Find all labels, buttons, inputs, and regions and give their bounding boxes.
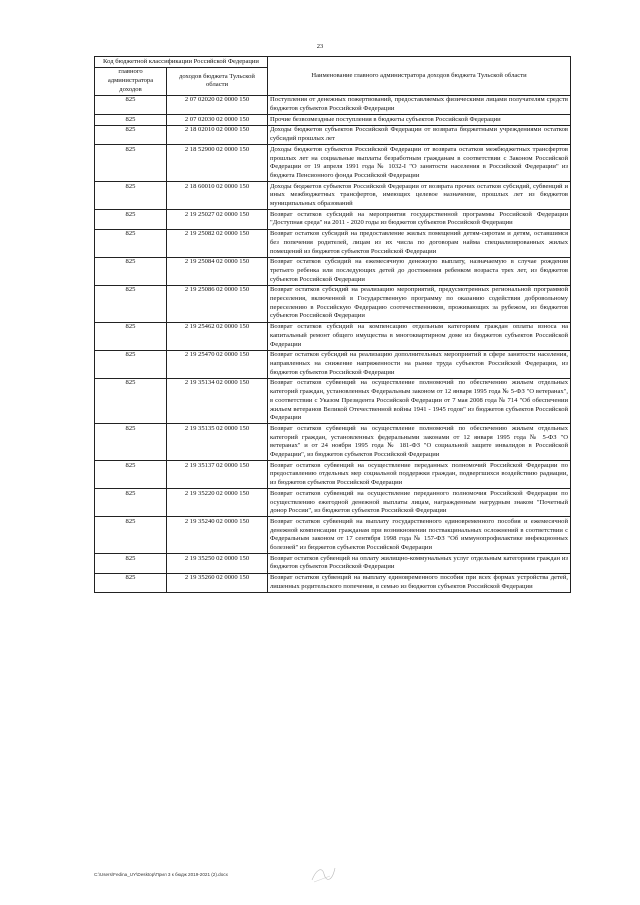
admin-code-cell: 825 (95, 461, 167, 489)
revenue-name-cell: Возврат остатков субсидий на мероприятия государственной программы Российской Федерации "Доступная среда" на 2011 - 2020 годы из бюджетов субъектов Российской Федерации (268, 210, 571, 229)
admin-code-cell: 825 (95, 573, 167, 592)
table-row (95, 125, 571, 144)
revenue-code-cell: 2 18 02010 02 0000 150 (167, 125, 268, 144)
table-row (95, 257, 571, 285)
table-row (95, 424, 571, 461)
revenue-code-cell: 2 19 35135 02 0000 150 (167, 424, 268, 461)
table-row (95, 554, 571, 573)
page-number: 23 (316, 43, 324, 50)
revenue-code-cell: 2 19 35220 02 0000 150 (167, 489, 268, 517)
revenue-name-cell: Возврат остатков субвенций на осуществление полномочий по обеспечению жильем отдельных категорий граждан, установленных федеральными законами от 12 января 1995 года № 5-ФЗ "О ветеранах" и от 24 ноября 1995 года № 181-ФЗ "О социальной защите инвалидов в Российской Федерации", из бюджетов субъектов Российской Федерации (268, 424, 571, 461)
admin-code-cell: 825 (95, 257, 167, 285)
table-row (95, 489, 571, 517)
table-row (95, 461, 571, 489)
revenue-name-cell: Доходы бюджетов субъектов Российской Федерации от возврата остатков межбюджетных трансфертов прошлых лет на социальные выплаты безработным гражданам в соответствии с Законом Российской Федерации от 19 апреля 1991 года № 1032-I "О занятости населения в Российской Федерации" из бюджета Пенсионного фонда Российской Федерации (268, 145, 571, 182)
admin-code-cell: 825 (95, 95, 167, 114)
revenue-code-cell: 2 19 35250 02 0000 150 (167, 554, 268, 573)
revenue-name-cell: Возврат остатков субвенций на осуществление переданного полномочия Российской Федерации по осуществлению ежегодной денежной выплаты лицам, награжденным нагрудным знаком "Почетный донор России", из бюджетов субъектов Российской Федерации (268, 489, 571, 517)
revenue-code-cell: 2 19 25082 02 0000 150 (167, 229, 268, 257)
revenue-code-cell: 2 19 35134 02 0000 150 (167, 378, 268, 424)
table-row (95, 378, 571, 424)
admin-code-cell: 825 (95, 182, 167, 210)
admin-code-cell: 825 (95, 322, 167, 350)
admin-code-cell: 825 (95, 350, 167, 378)
admin-code-cell: 825 (95, 285, 167, 322)
revenue-name-cell: Возврат остатков субсидий на ежемесячную денежную выплату, назначаемую в случае рождения третьего ребенка или последующих детей до достижения ребенком возраста трех лет, из бюджетов субъектов Российской Федерации (268, 257, 571, 285)
table-body (95, 95, 571, 592)
revenue-name-cell: Доходы бюджетов субъектов Российской Федерации от возврата бюджетными учреждениями остатков субсидий прошлых лет (268, 125, 571, 144)
header-chief-administrator: главного администратора доходов (95, 67, 167, 95)
table-header-row (95, 57, 571, 68)
admin-code-cell: 825 (95, 489, 167, 517)
revenue-code-cell: 2 19 35240 02 0000 150 (167, 517, 268, 554)
footer-file-path: C:\Users\Fedina_UY\Desktop\Прил 3 к бюдж 2019-2021 (2).docx (94, 872, 228, 877)
table-row (95, 182, 571, 210)
table-row (95, 229, 571, 257)
table-row (95, 285, 571, 322)
table-row (95, 322, 571, 350)
budget-classification-table (94, 56, 571, 593)
table-row (95, 95, 571, 114)
table-row (95, 115, 571, 126)
revenue-code-cell: 2 19 25470 02 0000 150 (167, 350, 268, 378)
header-revenue-code: доходов бюджета Тульской области (167, 67, 268, 95)
revenue-code-cell: 2 18 60010 02 0000 150 (167, 182, 268, 210)
revenue-name-cell: Возврат остатков субвенций на выплату единовременного пособия при всех формах устройства детей, лишенных родительского попечения, в семью из бюджетов субъектов Российской Федерации (268, 573, 571, 592)
table-row (95, 517, 571, 554)
admin-code-cell: 825 (95, 554, 167, 573)
revenue-name-cell: Поступления от денежных пожертвований, предоставляемых физическими лицами получателям средств бюджетов субъектов Российской Федерации (268, 95, 571, 114)
revenue-code-cell: 2 07 02020 02 0000 150 (167, 95, 268, 114)
revenue-code-cell: 2 07 02030 02 0000 150 (167, 115, 268, 126)
revenue-name-cell: Возврат остатков субсидий на реализацию дополнительных мероприятий в сфере занятости населения, направленных на снижение напряженности на рынке труда субъектов Российской Федерации, из бюджетов субъектов Российской Федерации (268, 350, 571, 378)
revenue-code-cell: 2 19 35137 02 0000 150 (167, 461, 268, 489)
table-row (95, 210, 571, 229)
revenue-name-cell: Возврат остатков субсидий на компенсацию отдельным категориям граждан оплаты взноса на капитальный ремонт общего имущества в многоквартирном доме из бюджетов субъектов Российской Федерации (268, 322, 571, 350)
admin-code-cell: 825 (95, 517, 167, 554)
revenue-code-cell: 2 19 25084 02 0000 150 (167, 257, 268, 285)
revenue-name-cell: Возврат остатков субвенций на выплату государственного единовременного пособия и ежемесячной денежной компенсации гражданам при возникновении поствакцинальных осложнений в соответствии с Федеральным законом от 17 сентября 1998 года № 157-ФЗ "Об иммунопрофилактике инфекционных болезней" из бюджетов субъектов Российской Федерации (268, 517, 571, 554)
revenue-name-cell: Доходы бюджетов субъектов Российской Федерации от возврата прочих остатков субсидий, субвенций и иных межбюджетных трансфертов, имеющих целевое назначение, прошлых лет из бюджетов муниципальных образований (268, 182, 571, 210)
revenue-name-cell: Возврат остатков субвенций на оплату жилищно-коммунальных услуг отдельным категориям граждан из бюджетов субъектов Российской Федерации (268, 554, 571, 573)
admin-code-cell: 825 (95, 145, 167, 182)
table-row (95, 573, 571, 592)
admin-code-cell: 825 (95, 378, 167, 424)
header-classification-code: Код бюджетной классификации Российской Федерации (95, 57, 268, 68)
revenue-code-cell: 2 19 25086 02 0000 150 (167, 285, 268, 322)
header-administrator-name: Наименование главного администратора доходов бюджета Тульской области (268, 57, 571, 96)
admin-code-cell: 825 (95, 210, 167, 229)
admin-code-cell: 825 (95, 229, 167, 257)
revenue-code-cell: 2 18 52900 02 0000 150 (167, 145, 268, 182)
revenue-name-cell: Возврат остатков субвенций на осуществление полномочий по обеспечению жильем отдельных категорий граждан, установленных Федеральным законом от 12 января 1995 года № 5-ФЗ "О ветеранах", в соответствии с Указом Президента Российской Федерации от 7 мая 2008 года № 714 "Об обеспечении жильем ветеранов Великой Отечественной войны 1941 - 1945 годов" из бюджетов субъектов Российской Федерации (268, 378, 571, 424)
revenue-name-cell: Возврат остатков субвенций на осуществление переданных полномочий Российской Федерации по предоставлению отдельных мер социальной поддержки граждан, подвергшихся воздействию радиации, из бюджетов субъектов Российской Федерации (268, 461, 571, 489)
revenue-name-cell: Возврат остатков субсидий на предоставление жилых помещений детям-сиротам и детям, оставшимся без попечения родителей, лицам из их числа по договорам найма специализированных жилых помещений из бюджетов субъектов Российской Федерации (268, 229, 571, 257)
table-row (95, 350, 571, 378)
admin-code-cell: 825 (95, 424, 167, 461)
admin-code-cell: 825 (95, 115, 167, 126)
revenue-code-cell: 2 19 25462 02 0000 150 (167, 322, 268, 350)
revenue-name-cell: Возврат остатков субсидий на реализацию мероприятий, предусмотренных региональной программой переселения, включенной в Государственную программу по оказанию содействия добровольному переселению в Российскую Федерацию соотечественников, проживающих за рубежом, из бюджетов субъектов Российской Федерации (268, 285, 571, 322)
admin-code-cell: 825 (95, 125, 167, 144)
scan-mark-icon (308, 862, 338, 886)
revenue-name-cell: Прочие безвозмездные поступления в бюджеты субъектов Российской Федерации (268, 115, 571, 126)
table-row (95, 145, 571, 182)
revenue-code-cell: 2 19 25027 02 0000 150 (167, 210, 268, 229)
revenue-code-cell: 2 19 35260 02 0000 150 (167, 573, 268, 592)
